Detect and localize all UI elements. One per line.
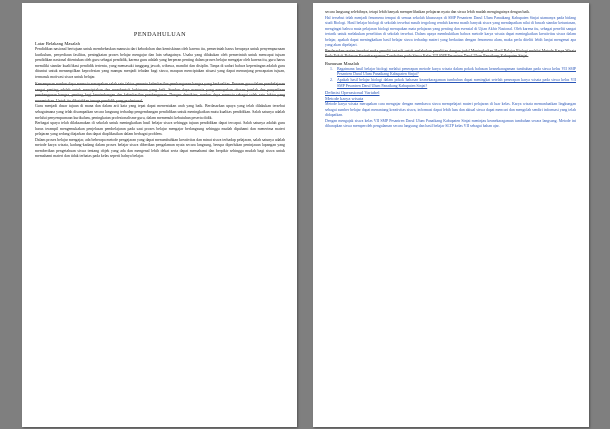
paragraph-intro: Pendidikan nasional bertujuan untuk membebaskan manusia dari kebodohan dan kemiskinan oleh karena itu, pemerintah harus berupaya untuk penyempurnaan kurikulum, penyediaan fasilitas, peningkatan proses belajar mengajar dan lain sebagainya. Usaha yang dilakukan oleh pemerintah untuk mencapai tujuan pendidikan nasional ditentukan oleh guru sebagai pendidik, karena guru adalah yang berperan penting dalam proses belajar mengajar oleh karena itu, guru harus memiliki standar kualifikasi pendidik tertentu, yang memasuki tanggung jawab, wibawa, mandiri dan disiplin. Tanpa di sadari bahwa kepentingan adalah guru dituntut untuk menampilkan keprofesian yang mampu menjadi teladan bagi siswa, maupun menciptakan situasi yang dapat menunjang pencapaian tujuan, termasuk motivasi siswa untuk belajar. <box>35 47 285 79</box>
paragraph-school-efforts: Berbagai upaya telah dilaksanakan di sekolah untuk meningkatkan hasil belajar siswa sehingga tujuan pendidikan dapat tercapai. Salah satunya adalah guru harus terampil mengemukakan penjelasan pembelajaran pada saat proses belajar mengajar berlangsung sehingga mudah dipahami dan menerima materi pelajaran yang sedang diajarkan dan dapat diaplikasikan dalam berbagai problem. <box>35 121 285 137</box>
section-heading-definitions: Definisi Operasional Variabel <box>325 90 380 96</box>
paragraph-continuation: secara langsung selebihnya, tetapi lebih banyak memperlihatkan pelajaran nyata dan siswa lebih mudah mengingatnya dengan baik. <box>325 10 531 14</box>
chapter-title: PENDAHULUAN <box>133 31 187 38</box>
paragraph-revised-research-title: Berdasarkan uraian tersebut maka peneliti tertarik untuk melakukan penelitian dengan judul Meningkatkan Hasil Belajar Biologi melalui Metode Karya Wisata Pada Pokok Bahasan Keanekaragaman Tumbuhan pada Siswa Kelas VII SMP Pesantren Darul Ulum Panaikang Kabupaten Sinjai. <box>325 48 576 59</box>
list-item-number: 2. <box>330 78 333 83</box>
paragraph-method-definition: Metode karya wisata merupakan cara mengajar dengan membawa siswa mempelajari materi pelajaran di luar kelas. Karya wisata memanfaatkan lingkungan sebagai sumber belajar dapat menantang kreativitas siswa, informasi dapat lebih luas dan aktual siswa dapat mencari dan mengolah sendiri informasi yang telah didapatkan. <box>325 102 576 118</box>
section-heading-background: Latar Belakang Masalah <box>35 41 80 46</box>
paragraph-revised-phenomenon: Hal tersebut telah menjadi fenomena tempat di semua sekolah khususnya di SMP Pesantren Darul Ulum Panaikang Kabupaten Sinjai utamanya pada bidang studi Biologi. Hasil belajar biologi di sekolah tersebut masih tergolong rendah karena masih banyak siswa yang mendapatkan nilai di bawah standar ketuntasan, mengingat bahwa mata pelajaran biologi merupakan mata pelajaran yang penting dan esensial di Ujian Akhir Nasional. Oleh karena itu, sebagai peneliti sangat tertarik untuk melakukan penelitian di sekolah tersebut. Dalam upaya membuktikan bahwa metode karya wisata dapat meningkatkan kreativitas siswa dalam belajar, apakah dapat meningkatkan hasil belajar siswa terhadap materi yang berkaitan dengan fenomena alam, maka perlu diteliti lebih lanjut mengenai apa yang akan dipelajari. <box>325 15 576 48</box>
list-item <box>330 78 576 89</box>
list-item-text: Apakah hasil belajar biologi dalam pokok bahasan keanekaragaman tumbuhan dapat meningkat setelah penerapan karya wisata pada siswa kelas VII SMP Pesantren Darul Ulum Panaikang Kabupaten Sinjai? <box>337 78 576 88</box>
document-page-left <box>22 3 297 427</box>
paragraph-teacher-role: Guru menjadi dasar tujuan di mana dan dalam arti kata yang tepat dapat menentukan arah yang baik. Berdasarkan upaya yang telah dilakukan tersebut sebagaimana yang telah disampaikan secara langsung terhadap pengembangan pendidikan untuk meningkatkan mutu kualitas pendidikan. Salah satunya adalah melalui penyempurnaan kurikulum, peningkatan profesionalisme guru, dalam memenuhi kebutuhan peserta didik. <box>35 104 285 120</box>
list-item-number: 1. <box>330 66 333 71</box>
paragraph-method-application: Dengan mengajak siswa kelas VII SMP Pesantren Darul Ulum Panaikang Kabupaten Sinjai meninjau keanekaragaman tumbuhan secara langsung. Metode ini diharapkan siswa memperoleh pengalaman secara langsung dan hasil belajar SLTP kelas VII sebagai bahan ajar. <box>325 118 576 129</box>
paragraph-teaching-methods: Dalam proses belajar mengajar, ada beberapa metode pengajaran yang dapat menumbuhkan kreativitas dan minat siswa terhadap pelajaran, salah satunya adalah metode karya wisata, kadang-kadang dalam proses belajar siswa diberikan pengalaman nyata secara langsung, berupa diperlukan peninjauan lapangan yang memberikan pengetahuan siswa tentang objek yang ada dan mengenal lebih dekat serta dapat memahami dan berpikir sehingga mudah bagi siswa untuk memahami materi dan tidak terbatas pada kelas seperti halnya belajar. <box>35 137 285 159</box>
list-item-text: Bagaimana hasil belajar biologi melalui penerapan metode karya wisata dalam pokok bahasan keanekaragaman tumbuhan pada siswa kelas VII SMP Pesantren Darul Ulum Panaikang Kabupaten Sinjai? <box>337 66 576 77</box>
document-page-right <box>313 3 589 427</box>
list-item <box>330 67 576 78</box>
subheading-field-trip-method: Metode karya wisata <box>325 96 364 102</box>
section-heading-problem: Rumusan Masalah <box>325 60 360 66</box>
paragraph-revised-human-resources: Kemampuan sumber daya manusia merupakan salah satu faktor penentu keberhasilan pembangunan bangsa yang berkualitas. Peranan guru dalam pembelajaran sangat penting adalah untuk menciptakan dan membentuk kebiasaan yang baik. Sumber daya manusia yang merupakan ukuran jumlah dan penyediaan pembangunan bangsa, penting bagi keseimbangan dan keberhasilan pembangunan. Dengan demikian, sumber daya manusia sebagai salah satu faktor yang menentukan. Untuk itu dibutuhkan tenaga pendidik yang profesional. <box>35 82 285 103</box>
research-question-list <box>330 67 576 89</box>
